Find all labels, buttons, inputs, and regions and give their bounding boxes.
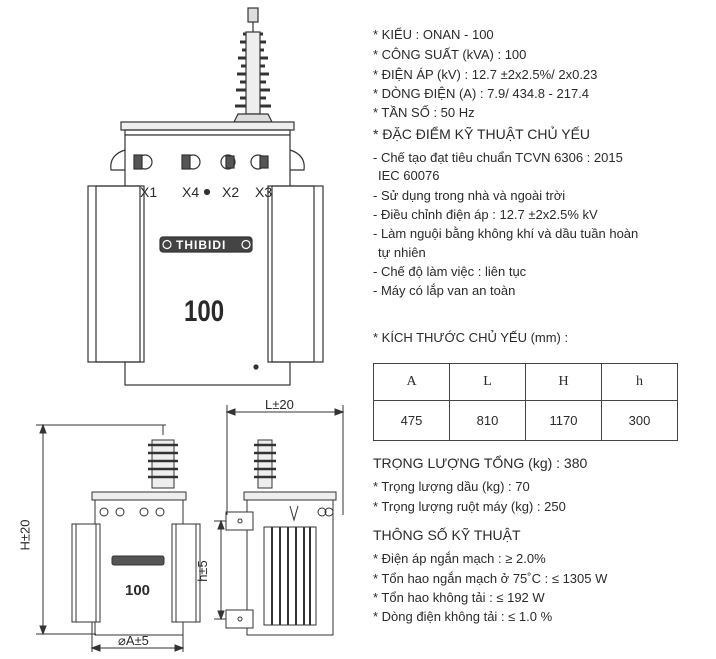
feature-item: - Điều chỉnh điện áp : 12.7 ±2x2.5% kV	[373, 207, 598, 222]
tech-item: * Dòng điện không tải : ≤ 1.0 %	[373, 609, 553, 624]
feature-item: - Chế độ làm việc : liên tục	[373, 264, 527, 279]
table-header: L	[450, 364, 526, 401]
feature-item: - Chế tạo đạt tiêu chuẩn TCVN 6306 : 2015	[373, 150, 623, 165]
dim-H-label: H±20	[17, 519, 33, 551]
tech-item: * Điện áp ngắn mạch : ≥ 2.0%	[373, 551, 546, 566]
feature-item: - Sử dụng trong nhà và ngoài trời	[373, 188, 566, 203]
spec-capacity: * CÔNG SUẤT (kVA) : 100	[373, 47, 527, 62]
table-header: A	[374, 364, 450, 401]
terminal-label-x3: X3	[255, 184, 273, 200]
table-cell: 810	[450, 401, 526, 441]
dim-L-label: L±20	[265, 397, 294, 412]
table-cell: 475	[374, 401, 450, 441]
spec-type: * KIỂU : ONAN - 100	[373, 27, 494, 42]
terminal-label-x4: X4	[182, 184, 200, 200]
table-row	[374, 401, 678, 441]
table-cell: 300	[602, 401, 678, 441]
spec-current: * DÒNG ĐIỆN (A) : 7.9/ 434.8 - 217.4	[373, 86, 590, 101]
weight-item: * Trọng lượng dầu (kg) : 70	[373, 479, 530, 494]
brand-logo: THIBIDI	[176, 238, 227, 252]
terminal-label-x1: X1	[140, 184, 158, 200]
hv-bushing-icon	[234, 8, 272, 122]
features-title: * ĐẶC ĐIỂM KỸ THUẬT CHỦ YẾU	[373, 126, 591, 142]
terminal-label-x2: X2	[222, 184, 240, 200]
dimensions-title: * KÍCH THƯỚC CHỦ YẾU (mm) :	[373, 330, 569, 345]
table-header: H	[526, 364, 602, 401]
tech-title: THÔNG SỐ KỸ THUẬT	[373, 527, 521, 543]
weight-title: TRỌNG LƯỢNG TỔNG (kg) : 380	[373, 455, 588, 471]
feature-item: IEC 60076	[378, 168, 440, 183]
feature-item: - Làm nguội bằng không khí và dầu tuần hoàn	[373, 226, 639, 241]
small-rating-label: 100	[125, 582, 151, 599]
front-view	[36, 425, 200, 652]
side-view	[214, 405, 343, 635]
table-header: h	[602, 364, 678, 401]
spec-frequency: * TẦN SỐ : 50 Hz	[373, 105, 475, 120]
spec-voltage: * ĐIỆN ÁP (kV) : 12.7 ±2x2.5%/ 2x0.23	[373, 67, 598, 82]
feature-item: - Máy có lắp van an toàn	[373, 283, 516, 298]
dim-h-label: h±5	[194, 560, 210, 582]
feature-item: tự nhiên	[378, 245, 426, 260]
tech-item: * Tổn hao không tải : ≤ 192 W	[373, 590, 545, 605]
dimensions-table	[373, 363, 678, 441]
main-transformer-view	[88, 8, 323, 385]
rating-label: 100	[184, 295, 225, 328]
table-cell: 1170	[526, 401, 602, 441]
dim-A-label: ⌀A±5	[118, 633, 149, 648]
tech-item: * Tổn hao ngắn mạch ở 75˚C : ≤ 1305 W	[373, 571, 608, 586]
weight-item: * Trọng lượng ruột máy (kg) : 250	[373, 499, 566, 514]
table-header-row	[374, 364, 678, 401]
